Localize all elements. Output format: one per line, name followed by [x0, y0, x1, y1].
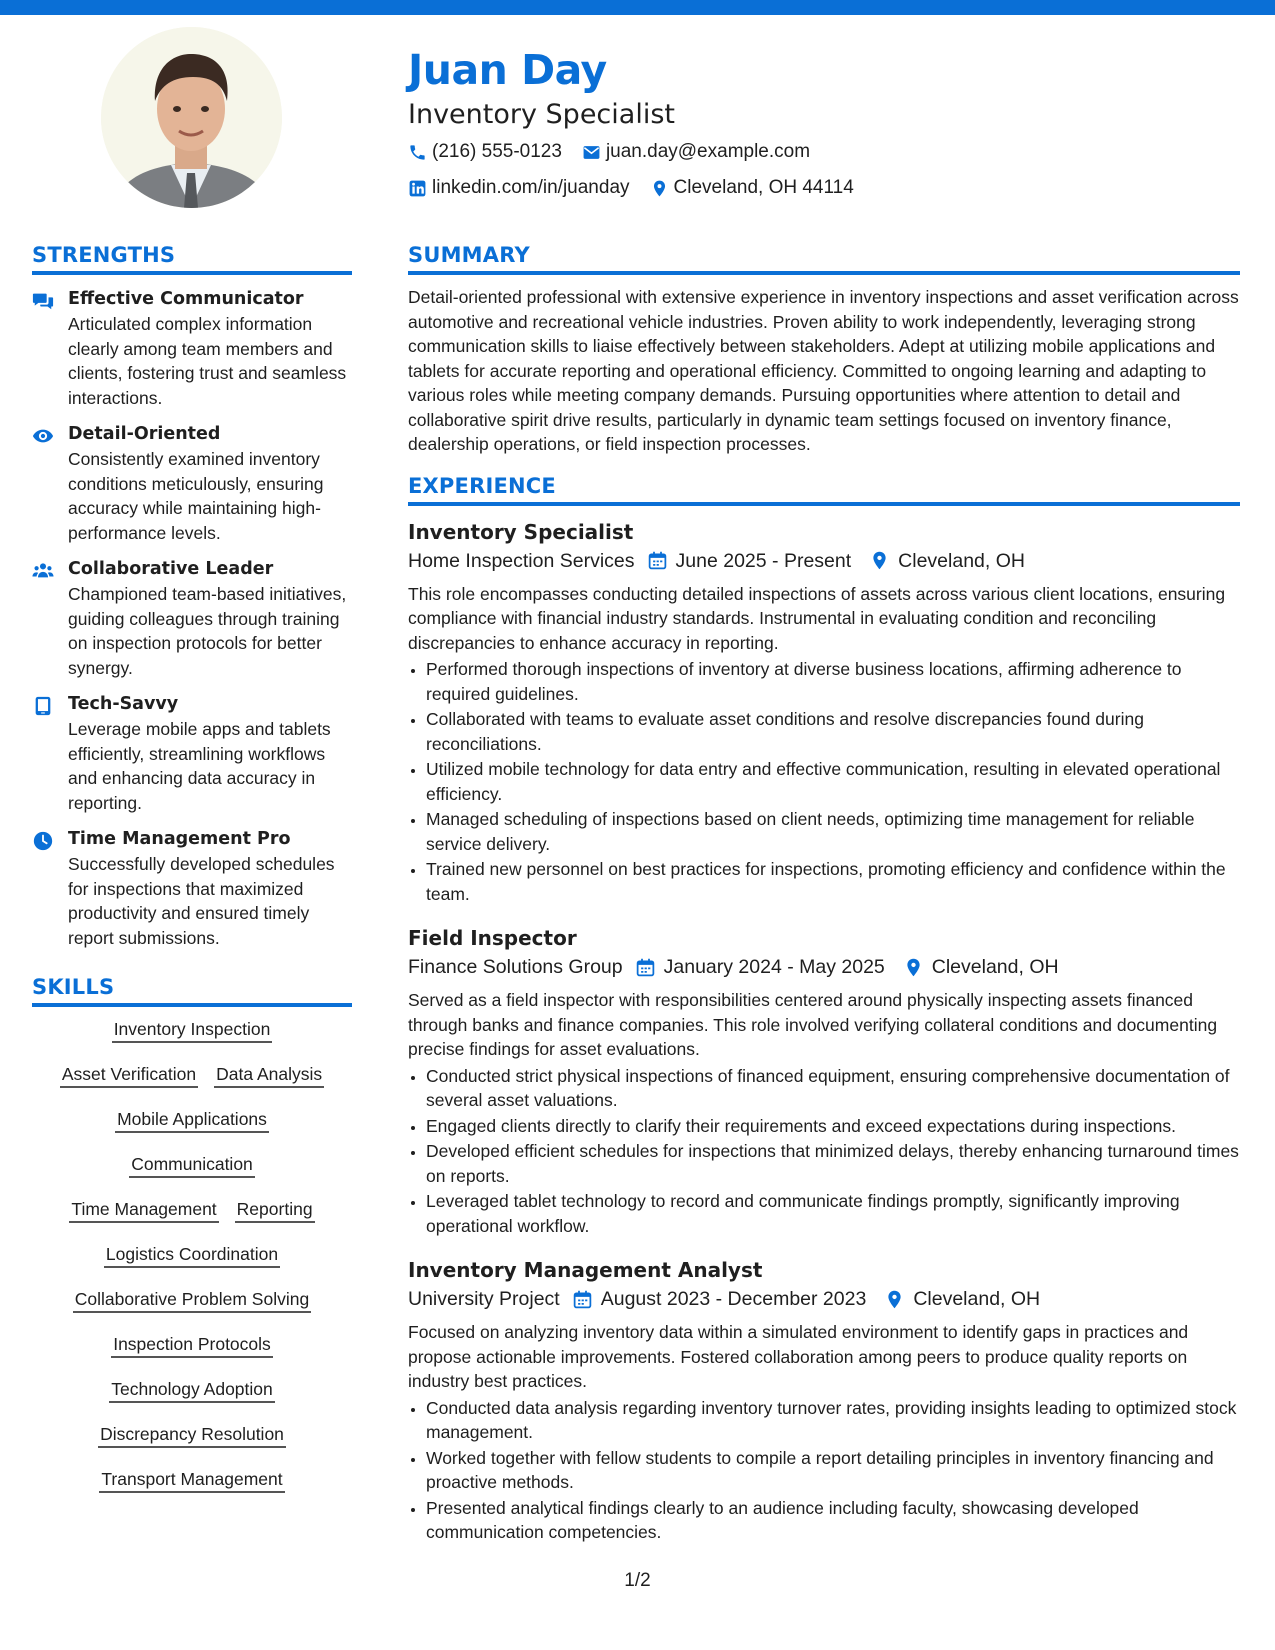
contact-row-1	[408, 136, 1228, 168]
left-column	[32, 242, 352, 1512]
top-accent-bar	[0, 0, 1275, 15]
candidate-name: Juan Day	[408, 46, 607, 94]
strength-desc: Successfully developed schedules for inspections that maximized productivity and ensured timely report submissions.	[68, 854, 335, 948]
email-contact[interactable]	[582, 141, 810, 163]
strength-desc: Leverage mobile apps and tablets efficiently, streamlining workflows and enhancing data accuracy in reporting.	[68, 719, 331, 813]
eye-icon	[32, 425, 54, 447]
envelope-icon	[582, 143, 601, 162]
job-location: Cleveland, OH	[913, 1288, 1041, 1310]
list-item: • Collaborated with teams to evaluate asset conditions and resolve discrepancies found during reconciliations.	[426, 707, 1240, 756]
list-item: • Engaged clients directly to clarify their requirements and exceed expectations during inspections.	[426, 1114, 1240, 1139]
job-entry	[408, 518, 1240, 907]
list-item: • Developed efficient schedules for inspections that minimized delays, thereby enhancing turnaround times on reports.	[426, 1139, 1240, 1188]
candidate-title: Inventory Specialist	[408, 99, 675, 130]
chat-icon	[32, 290, 54, 312]
skill-tag: Asset Verification	[60, 1062, 198, 1088]
phone-icon	[408, 143, 427, 162]
map-pin-icon	[650, 179, 669, 198]
list-item: • Managed scheduling of inspections based on client needs, optimizing time management for reliable service delivery.	[426, 807, 1240, 856]
job-meta	[408, 952, 1240, 982]
avatar	[101, 27, 282, 208]
job-dates: January 2024 - May 2025	[663, 956, 885, 978]
page-number: 1/2	[624, 1570, 651, 1591]
job-entry	[408, 924, 1240, 1238]
skill-tag: Reporting	[235, 1197, 315, 1223]
clock-icon	[32, 830, 54, 852]
strength-item	[32, 287, 352, 410]
job-location: Cleveland, OH	[898, 549, 1025, 572]
skill-tag: Transport Management	[99, 1467, 284, 1493]
skill-tag: Time Management	[69, 1197, 218, 1223]
job-title: Inventory Management Analyst	[408, 1258, 763, 1282]
job-bullets	[408, 1396, 1240, 1545]
strength-title: Time Management Pro	[68, 829, 291, 849]
skill-tag: Collaborative Problem Solving	[73, 1287, 311, 1313]
list-item: • Trained new personnel on best practices for inspections, promoting efficiency and confidence within the team.	[426, 857, 1240, 906]
linkedin-contact[interactable]	[408, 177, 630, 199]
job-meta	[408, 1284, 1240, 1314]
strength-item	[32, 422, 352, 545]
calendar-icon	[647, 550, 668, 571]
calendar-icon	[572, 1289, 593, 1310]
skill-tag: Discrepancy Resolution	[98, 1422, 286, 1448]
strength-title: Tech-Savvy	[68, 694, 179, 714]
job-company: Finance Solutions Group	[408, 956, 623, 978]
tablet-icon	[32, 695, 54, 717]
job-description: Focused on analyzing inventory data within a simulated environment to identify gaps in practices and propose actionable improvements. Fostered collaboration among peers to produce quality reports on industry best practices.	[408, 1322, 1189, 1391]
list-item: • Worked together with fellow students to compile a report detailing principles in inventory financing and proactive methods.	[426, 1446, 1240, 1495]
job-company: Home Inspection Services	[408, 549, 635, 572]
skill-tag: Data Analysis	[214, 1062, 324, 1088]
strengths-heading: STRENGTHS	[32, 242, 352, 275]
map-pin-icon	[884, 1289, 905, 1310]
skill-tag: Inventory Inspection	[112, 1017, 273, 1043]
calendar-icon	[635, 957, 656, 978]
strength-title: Collaborative Leader	[68, 559, 274, 579]
job-bullets	[408, 657, 1240, 906]
job-location: Cleveland, OH	[931, 956, 1059, 978]
location-text: Cleveland, OH 44114	[673, 177, 854, 198]
phone-contact	[408, 141, 562, 163]
job-entry	[408, 1256, 1240, 1545]
job-description: Served as a field inspector with responsibilities centered around physically inspecting assets financed through banks and finance companies. This role involved verifying collateral conditions and documenting precise findings for asset evaluations.	[408, 990, 1218, 1059]
summary-heading: SUMMARY	[408, 242, 1240, 275]
strength-desc: Consistently examined inventory conditions meticulously, ensuring accuracy while maintaining high-performance levels.	[68, 449, 324, 543]
map-pin-icon	[903, 957, 924, 978]
strength-desc: Championed team-based initiatives, guiding colleagues through training on inspection protocols for better synergy.	[68, 584, 347, 678]
experience-section	[408, 473, 1240, 1545]
phone-number: (216) 555-0123	[432, 141, 562, 162]
linkedin-icon	[408, 179, 427, 198]
resume-header	[408, 44, 1228, 204]
list-item: • Conducted strict physical inspections of financed equipment, ensuring comprehensive documentation of several asset valuations.	[426, 1064, 1240, 1113]
linkedin-url[interactable]: linkedin.com/in/juanday	[432, 177, 630, 198]
summary-text: Detail-oriented professional with extensive experience in inventory inspections and asset verification across automotive and recreational vehicle industries. Proven ability to work independently, leveraging strong communication skills to liaise effectively between stakeholders. Adept at utilizing mobile applications and tablets for accurate reporting and operational efficiency. Committed to ongoing learning and adapting to various roles while meeting company demands. Pursuing opportunities where attention to detail and collaborative spirit drive results, particularly in dynamic team settings focused on inventory finance, dealership operations, or field inspection processes.	[408, 287, 1239, 454]
job-description: This role encompasses conducting detailed inspections of assets across various client locations, ensuring compliance with financial industry standards. Instrumental in evaluating condition and reconciling discrepancies to enhance accuracy in reporting.	[408, 583, 1226, 653]
strength-title: Detail-Oriented	[68, 424, 221, 444]
email-address[interactable]: juan.day@example.com	[605, 141, 811, 162]
job-meta	[408, 546, 1240, 576]
skill-tag: Communication	[129, 1152, 255, 1178]
right-column	[408, 242, 1240, 1545]
users-icon	[32, 560, 54, 582]
job-title: Inventory Specialist	[408, 519, 634, 544]
list-item: • Leveraged tablet technology to record and communicate findings promptly, significantly improving operational workflow.	[426, 1189, 1240, 1238]
job-title: Field Inspector	[408, 926, 577, 950]
skills-list	[32, 1017, 352, 1512]
skill-tag: Inspection Protocols	[111, 1332, 273, 1358]
skills-heading: SKILLS	[32, 974, 352, 1007]
contact-row-2	[408, 172, 1228, 204]
strength-item	[32, 557, 352, 680]
map-pin-icon	[869, 550, 890, 571]
skills-section	[32, 974, 352, 1512]
strength-item	[32, 827, 352, 950]
job-dates: June 2025 - Present	[675, 549, 852, 572]
skill-tag: Logistics Coordination	[104, 1242, 280, 1268]
job-bullets	[408, 1064, 1240, 1239]
skill-tag: Mobile Applications	[115, 1107, 269, 1133]
skill-tag: Technology Adoption	[109, 1377, 275, 1403]
list-item: • Conducted data analysis regarding inventory turnover rates, providing insights leading to optimized stock management.	[426, 1396, 1240, 1445]
list-item: • Utilized mobile technology for data entry and effective communication, resulting in elevated operational efficiency.	[426, 757, 1240, 806]
job-dates: August 2023 - December 2023	[600, 1288, 867, 1310]
strength-item	[32, 692, 352, 815]
strength-title: Effective Communicator	[68, 289, 304, 309]
list-item: • Performed thorough inspections of inventory at diverse business locations, affirming adherence to required guidelines.	[426, 657, 1240, 706]
profile-photo	[101, 27, 282, 208]
strength-desc: Articulated complex information clearly among team members and clients, fostering trust and seamless interactions.	[68, 314, 347, 408]
location-contact	[650, 177, 854, 199]
experience-heading: EXPERIENCE	[408, 473, 1240, 506]
list-item: • Presented analytical findings clearly to an audience including faculty, showcasing developed communication competencies.	[426, 1496, 1240, 1545]
job-company: University Project	[408, 1288, 560, 1310]
